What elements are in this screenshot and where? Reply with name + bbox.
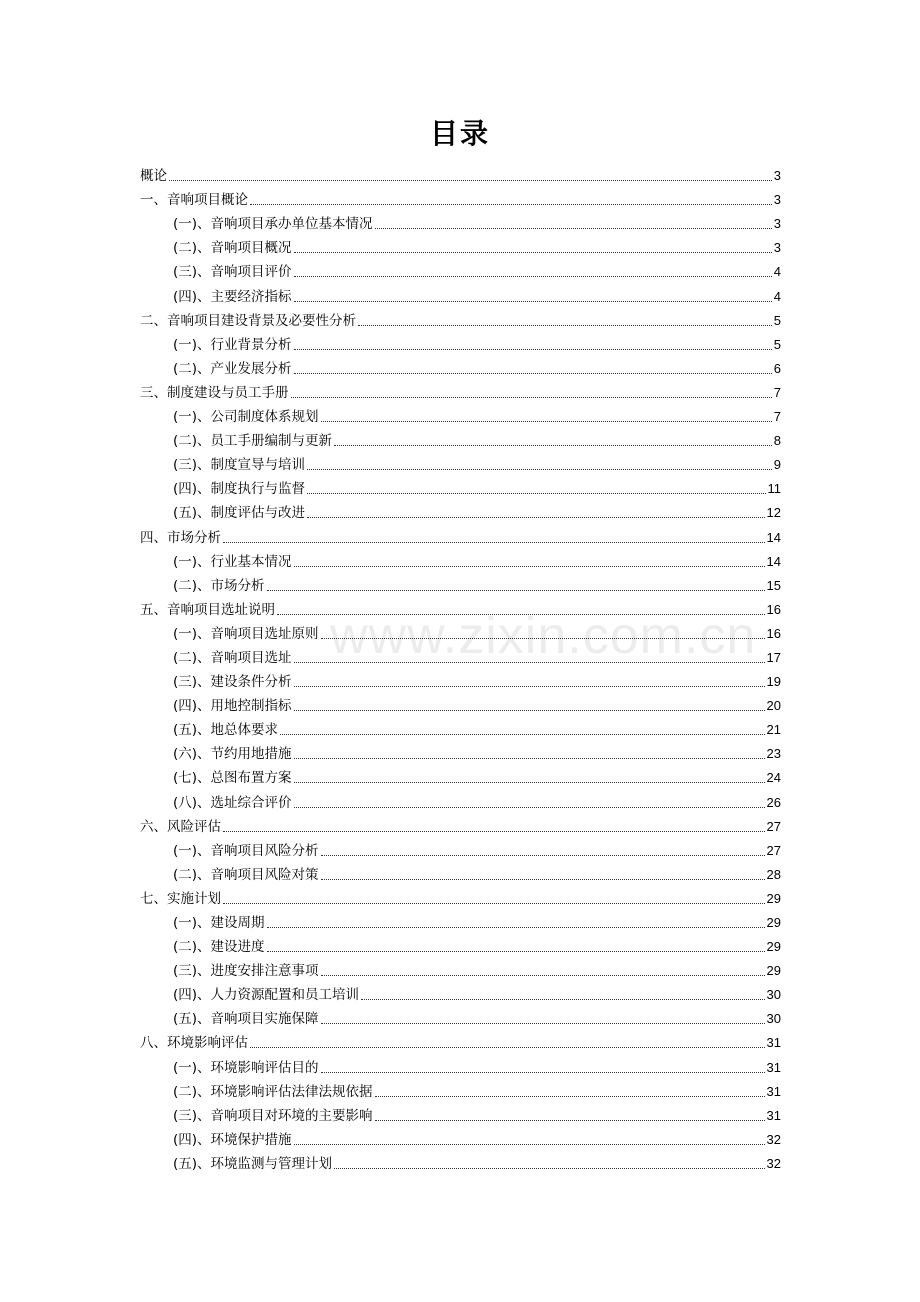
toc-page-number: 29 — [766, 915, 781, 930]
toc-page-number: 11 — [767, 481, 781, 497]
toc-subsection-entry[interactable] — [140, 763, 781, 787]
toc-subsection-entry[interactable] — [140, 956, 781, 980]
toc-dot-leader — [223, 831, 765, 832]
toc-page-number: 4 — [773, 264, 781, 280]
toc-entry-label: 六、风险评估 — [140, 818, 221, 835]
toc-entry-label: (一)、环境影响评估目的 — [173, 1059, 319, 1076]
toc-subsection-entry[interactable] — [140, 619, 781, 643]
toc-entry-label: (六)、节约用地措施 — [173, 746, 292, 763]
toc-page-number: 31 — [766, 1083, 781, 1099]
toc-entry-label: (二)、音响项目概况 — [173, 240, 292, 257]
toc-entry-label: 一、音响项目概论 — [140, 192, 248, 209]
toc-dot-leader — [375, 1096, 765, 1097]
toc-page-number: 19 — [766, 674, 781, 690]
toc-page-number: 26 — [766, 794, 781, 810]
toc-subsection-entry[interactable] — [140, 233, 781, 257]
toc-page-number: 29 — [766, 963, 781, 979]
toc-dot-leader — [294, 710, 765, 711]
toc-page-number: 30 — [766, 987, 781, 1003]
toc-entry-label: (一)、建设周期 — [173, 915, 265, 931]
toc-subsection-entry[interactable] — [140, 547, 781, 571]
toc-dot-leader — [267, 590, 765, 591]
toc-section-entry[interactable] — [140, 378, 781, 402]
toc-page-number: 3 — [773, 216, 781, 232]
toc-entry-label: (三)、进度安排注意事项 — [173, 963, 319, 980]
toc-dot-leader — [294, 782, 765, 783]
toc-dot-leader — [294, 252, 772, 253]
toc-dot-leader — [375, 228, 772, 229]
toc-entry-label: 四、市场分析 — [140, 529, 221, 546]
toc-subsection-entry[interactable] — [140, 330, 781, 354]
toc-page-number: 20 — [766, 698, 781, 714]
toc-dot-leader — [294, 349, 772, 350]
toc-page-number: 21 — [766, 722, 781, 738]
toc-entry-label: 三、制度建设与员工手册 — [140, 384, 289, 401]
toc-dot-leader — [294, 662, 765, 663]
toc-entry-label: (一)、音响项目承办单位基本情况 — [173, 216, 373, 233]
toc-subsection-entry[interactable] — [140, 571, 781, 595]
toc-page-number: 9 — [773, 457, 781, 473]
toc-dot-leader — [294, 373, 772, 374]
toc-section-entry[interactable] — [140, 812, 781, 836]
toc-entry-label: (二)、员工手册编制与更新 — [173, 433, 333, 450]
toc-subsection-entry[interactable] — [140, 402, 781, 426]
toc-entry-label: (五)、地总体要求 — [173, 722, 279, 739]
toc-dot-leader — [361, 999, 764, 1000]
toc-subsection-entry[interactable] — [140, 426, 781, 450]
toc-section-entry[interactable] — [140, 306, 781, 330]
toc-subsection-entry[interactable] — [140, 739, 781, 763]
toc-page-number: 4 — [773, 288, 781, 304]
toc-page-number: 31 — [766, 1107, 781, 1123]
toc-page-number: 16 — [766, 625, 781, 641]
toc-dot-leader — [321, 421, 772, 422]
toc-dot-leader — [334, 1168, 764, 1169]
toc-subsection-entry[interactable] — [140, 1101, 781, 1125]
toc-subsection-entry[interactable] — [140, 980, 781, 1004]
toc-entry-label: (五)、音响项目实施保障 — [173, 1011, 319, 1028]
toc-subsection-entry[interactable] — [140, 691, 781, 715]
toc-subsection-entry[interactable] — [140, 787, 781, 811]
toc-subsection-entry[interactable] — [140, 860, 781, 884]
toc-page-number: 32 — [766, 1131, 781, 1147]
toc-dot-leader — [334, 445, 772, 446]
toc-entry-label: (三)、音响项目对环境的主要影响 — [173, 1107, 373, 1124]
toc-entry-label: (一)、公司制度体系规划 — [173, 409, 319, 426]
toc-entry-label: (八)、选址综合评价 — [173, 794, 292, 811]
toc-subsection-entry[interactable] — [140, 474, 781, 498]
toc-subsection-entry[interactable] — [140, 932, 781, 956]
toc-dot-leader — [321, 975, 765, 976]
toc-entry-label: (一)、音响项目风险分析 — [173, 842, 319, 859]
toc-dot-leader — [358, 325, 772, 326]
toc-dot-leader — [223, 903, 765, 904]
toc-dot-leader — [294, 686, 765, 687]
toc-dot-leader — [223, 542, 765, 543]
toc-entry-label: (二)、音响项目选址 — [173, 649, 292, 666]
toc-dot-leader — [294, 276, 772, 277]
toc-dot-leader — [294, 301, 772, 302]
toc-entry-label: 二、音响项目建设背景及必要性分析 — [140, 312, 356, 329]
toc-section-entry[interactable] — [140, 522, 781, 546]
toc-dot-leader — [307, 493, 765, 494]
toc-dot-leader — [294, 807, 765, 808]
toc-page-number: 30 — [766, 1011, 781, 1027]
toc-dot-leader — [321, 638, 765, 639]
toc-dot-leader — [294, 758, 765, 759]
toc-entry-label: 概论 — [140, 168, 167, 185]
toc-dot-leader — [169, 180, 772, 181]
toc-entry-label: (四)、制度执行与监督 — [173, 481, 306, 498]
toc-section-entry[interactable] — [140, 595, 781, 619]
toc-page-number: 23 — [766, 746, 781, 762]
toc-dot-leader — [321, 1072, 765, 1073]
toc-subsection-entry[interactable] — [140, 1052, 781, 1076]
toc-dot-leader — [250, 204, 772, 205]
toc-page-number: 32 — [766, 1155, 781, 1171]
toc-entry-label: 五、音响项目选址说明 — [140, 601, 275, 618]
toc-page-number: 16 — [766, 601, 781, 617]
toc-dot-leader — [321, 1023, 765, 1024]
toc-page-number: 8 — [773, 433, 781, 449]
toc-entry-label: 八、环境影响评估 — [140, 1035, 248, 1052]
toc-page-number: 24 — [766, 770, 781, 786]
toc-page-number: 5 — [773, 312, 781, 328]
toc-dot-leader — [321, 879, 765, 880]
toc-page-number: 14 — [766, 553, 781, 569]
toc-subsection-entry[interactable] — [140, 450, 781, 474]
toc-entry-label: (三)、制度宣导与培训 — [173, 457, 306, 474]
toc-page-number: 15 — [766, 577, 781, 593]
toc-subsection-entry[interactable] — [140, 354, 781, 378]
toc-dot-leader — [250, 1047, 765, 1048]
toc-subsection-entry[interactable] — [140, 1077, 781, 1101]
toc-page-number: 31 — [766, 1059, 781, 1075]
toc-subsection-entry[interactable] — [140, 1149, 781, 1173]
toc-page-number: 12 — [766, 505, 781, 521]
toc-entry-label: (二)、建设进度 — [173, 939, 265, 956]
toc-subsection-entry[interactable] — [140, 667, 781, 691]
toc-entry-label: (二)、产业发展分析 — [173, 360, 292, 377]
toc-page-number: 5 — [773, 336, 781, 352]
toc-subsection-entry[interactable] — [140, 257, 781, 281]
toc-subsection-entry[interactable] — [140, 643, 781, 667]
toc-page-number: 29 — [766, 939, 781, 955]
table-of-contents — [140, 161, 781, 1173]
toc-page-number: 27 — [766, 818, 781, 834]
toc-page-number: 3 — [773, 168, 781, 184]
toc-page-number: 31 — [766, 1035, 781, 1051]
toc-page-number: 7 — [773, 409, 781, 425]
toc-dot-leader — [277, 614, 765, 615]
toc-page-number: 17 — [766, 649, 781, 665]
toc-dot-leader — [280, 734, 764, 735]
toc-dot-leader — [267, 951, 765, 952]
toc-subsection-entry[interactable] — [140, 498, 781, 522]
toc-subsection-entry[interactable] — [140, 836, 781, 860]
toc-section-entry[interactable] — [140, 884, 781, 908]
toc-dot-leader — [291, 397, 772, 398]
toc-page-number: 3 — [773, 192, 781, 208]
toc-entry-label: (三)、音响项目评价 — [173, 264, 292, 281]
toc-entry-label: (三)、建设条件分析 — [173, 674, 292, 691]
toc-page-number: 28 — [766, 866, 781, 882]
toc-dot-leader — [321, 855, 765, 856]
toc-section-entry[interactable] — [140, 161, 781, 185]
toc-page-number: 7 — [773, 384, 781, 400]
page-title: 目录 — [429, 117, 490, 150]
toc-entry-label: (二)、环境影响评估法律法规依据 — [173, 1083, 373, 1100]
toc-entry-label: (一)、行业背景分析 — [173, 336, 292, 353]
toc-page-number: 27 — [766, 842, 781, 858]
toc-page-number: 3 — [773, 240, 781, 256]
toc-dot-leader — [307, 517, 764, 518]
watermark: www.zixin.com.cn — [330, 607, 757, 665]
toc-entry-label: (一)、行业基本情况 — [173, 553, 292, 570]
toc-subsection-entry[interactable] — [140, 209, 781, 233]
toc-entry-label: 七、实施计划 — [140, 890, 221, 907]
toc-entry-label: (四)、环境保护措施 — [173, 1131, 292, 1148]
toc-dot-leader — [294, 566, 765, 567]
toc-entry-label: (四)、人力资源配置和员工培训 — [173, 987, 360, 1004]
toc-entry-label: (二)、市场分析 — [173, 577, 265, 594]
toc-dot-leader — [307, 469, 772, 470]
toc-section-entry[interactable] — [140, 1028, 781, 1052]
toc-entry-label: (一)、音响项目选址原则 — [173, 625, 319, 642]
toc-dot-leader — [294, 1144, 765, 1145]
toc-page-number: 6 — [773, 360, 781, 376]
toc-dot-leader — [267, 927, 765, 928]
toc-subsection-entry[interactable] — [140, 715, 781, 739]
toc-subsection-entry[interactable] — [140, 1125, 781, 1149]
toc-subsection-entry[interactable] — [140, 1004, 781, 1028]
toc-entry-label: (七)、总图布置方案 — [173, 770, 292, 787]
toc-entry-label: (四)、主要经济指标 — [173, 288, 292, 305]
toc-subsection-entry[interactable] — [140, 281, 781, 305]
toc-subsection-entry[interactable] — [140, 908, 781, 932]
toc-entry-label: (二)、音响项目风险对策 — [173, 866, 319, 883]
toc-entry-label: (五)、环境监测与管理计划 — [173, 1155, 333, 1172]
toc-section-entry[interactable] — [140, 185, 781, 209]
toc-dot-leader — [375, 1120, 765, 1121]
toc-entry-label: (四)、用地控制指标 — [173, 698, 292, 715]
toc-page-number: 14 — [766, 529, 781, 545]
toc-entry-label: (五)、制度评估与改进 — [173, 505, 306, 522]
toc-page-number: 29 — [766, 890, 781, 906]
